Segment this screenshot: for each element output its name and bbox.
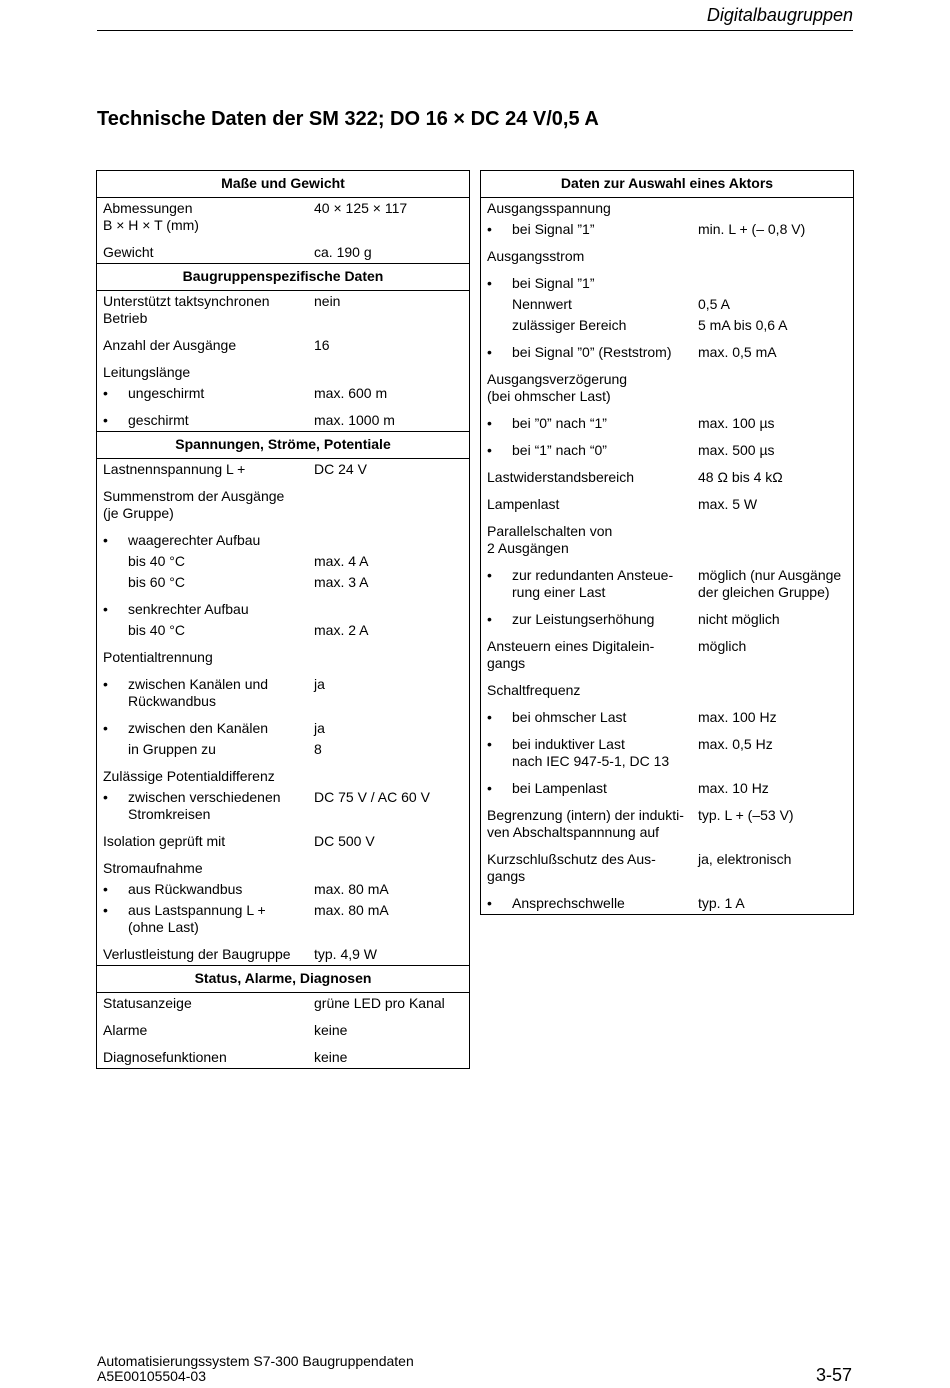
row-label: Lastwiderstandsbereich bbox=[487, 469, 635, 485]
row-value: max. 80 mA bbox=[314, 902, 389, 918]
table-row bbox=[97, 760, 470, 787]
table-row bbox=[97, 1041, 470, 1069]
table-row bbox=[481, 461, 854, 488]
table-row bbox=[481, 515, 854, 559]
row-label-cell bbox=[481, 799, 693, 843]
row-label-cell bbox=[481, 219, 693, 240]
section-header-text: Spannungen, Ströme, Potentiale bbox=[97, 432, 470, 459]
row-value: grüne LED pro Kanal bbox=[314, 995, 445, 1011]
table-section-header bbox=[97, 432, 470, 459]
row-label-cell bbox=[481, 515, 693, 559]
table-row bbox=[97, 524, 470, 551]
table-section-header bbox=[481, 171, 854, 198]
row-value bbox=[308, 852, 470, 879]
table-row bbox=[97, 459, 470, 481]
row-label: bei Signal ”1” bbox=[512, 275, 595, 291]
row-label: senkrechter Aufbau bbox=[128, 601, 249, 617]
row-value bbox=[692, 240, 854, 267]
table-row bbox=[481, 701, 854, 728]
section-header-text: Status, Alarme, Diagnosen bbox=[97, 966, 470, 993]
row-value: 0,5 A bbox=[698, 296, 730, 312]
row-label-cell bbox=[97, 760, 309, 787]
row-label-cell bbox=[481, 630, 693, 674]
row-label-cell bbox=[481, 294, 693, 315]
row-label-cell bbox=[97, 356, 309, 383]
row-value: DC 75 V / AC 60 V bbox=[314, 789, 430, 805]
row-label: bis 40 °C bbox=[128, 622, 185, 638]
row-label: Zulässige Potentialdifferenz bbox=[103, 768, 275, 784]
table-section-header bbox=[97, 264, 470, 291]
section-header-text: Maße und Gewicht bbox=[97, 171, 470, 198]
bullet-icon: • bbox=[487, 442, 492, 458]
table-row bbox=[481, 772, 854, 799]
bullet-icon: • bbox=[103, 385, 108, 401]
row-label-cell bbox=[97, 900, 309, 938]
row-label-cell bbox=[481, 674, 693, 701]
bullet-icon: • bbox=[487, 611, 492, 627]
row-label: Leitungslänge bbox=[103, 364, 191, 380]
table-row bbox=[481, 336, 854, 363]
table-row bbox=[97, 291, 470, 330]
row-value bbox=[692, 363, 854, 407]
section-header-text: Baugruppenspezifische Daten bbox=[97, 264, 470, 291]
bullet-icon: • bbox=[487, 344, 492, 360]
bullet-icon: • bbox=[487, 567, 492, 583]
row-label: zur Leistungserhöhung bbox=[512, 611, 655, 627]
row-label-cell bbox=[97, 825, 309, 852]
bullet-icon: • bbox=[103, 601, 108, 617]
row-label-cell bbox=[97, 459, 309, 481]
row-value: DC 24 V bbox=[314, 461, 367, 477]
row-label: Ausgangsverzögerung (bei ohmscher Last) bbox=[487, 371, 628, 404]
table-row bbox=[97, 668, 470, 712]
row-label-cell bbox=[97, 739, 309, 760]
table-row bbox=[481, 407, 854, 434]
row-label: Ansteuern eines Digitalein- gangs bbox=[487, 638, 655, 671]
table-row bbox=[481, 559, 854, 603]
page-number: 3-57 bbox=[815, 1365, 852, 1385]
row-label-cell bbox=[97, 551, 309, 572]
table-row bbox=[481, 674, 854, 701]
table-row bbox=[97, 236, 470, 264]
table-row bbox=[97, 620, 470, 641]
row-label: Lampenlast bbox=[487, 496, 560, 512]
table-row bbox=[481, 315, 854, 336]
row-label: Lastnennspannung L + bbox=[103, 461, 246, 477]
bullet-icon: • bbox=[103, 881, 108, 897]
row-value: max. 10 Hz bbox=[698, 780, 769, 796]
table-row bbox=[481, 294, 854, 315]
table-row bbox=[481, 603, 854, 630]
row-value bbox=[308, 593, 470, 620]
row-label: in Gruppen zu bbox=[128, 741, 216, 757]
table-row bbox=[97, 787, 470, 825]
row-value: max. 600 m bbox=[314, 385, 388, 401]
table-row bbox=[481, 488, 854, 515]
row-label-cell bbox=[481, 488, 693, 515]
row-label: Verlustleistung der Baugruppe bbox=[103, 946, 291, 962]
table-row bbox=[481, 198, 854, 220]
row-label-cell bbox=[481, 887, 693, 915]
row-label: aus Lastspannung L + (ohne Last) bbox=[128, 902, 266, 935]
row-label: bis 40 °C bbox=[128, 553, 185, 569]
row-label-cell bbox=[481, 728, 693, 772]
row-value: typ. 1 A bbox=[698, 895, 745, 911]
row-value: max. 0,5 Hz bbox=[698, 736, 773, 752]
row-label: waagerechter Aufbau bbox=[128, 532, 261, 548]
table-row bbox=[97, 383, 470, 404]
bullet-icon: • bbox=[103, 789, 108, 805]
bullet-icon: • bbox=[487, 709, 492, 725]
bullet-icon: • bbox=[487, 275, 492, 291]
table-row bbox=[97, 938, 470, 966]
row-label-cell bbox=[97, 593, 309, 620]
table-row bbox=[481, 363, 854, 407]
row-value: typ. L + (–53 V) bbox=[698, 807, 794, 823]
row-value: max. 3 A bbox=[314, 574, 369, 590]
row-label-cell bbox=[97, 1041, 309, 1069]
row-label-cell bbox=[97, 524, 309, 551]
row-label: Potentialtrennung bbox=[103, 649, 213, 665]
row-label: Isolation geprüft mit bbox=[103, 833, 226, 849]
row-label: Parallelschalten von 2 Ausgängen bbox=[487, 523, 613, 556]
row-label: bis 60 °C bbox=[128, 574, 185, 590]
row-value: max. 2 A bbox=[314, 622, 369, 638]
table-row bbox=[481, 219, 854, 240]
table-row bbox=[481, 434, 854, 461]
row-label-cell bbox=[97, 572, 309, 593]
table-row bbox=[97, 1014, 470, 1041]
bullet-icon: • bbox=[487, 415, 492, 431]
bullet-icon: • bbox=[487, 221, 492, 237]
row-label-cell bbox=[481, 315, 693, 336]
row-label: Ausgangsstrom bbox=[487, 248, 585, 264]
row-value: typ. 4,9 W bbox=[314, 946, 378, 962]
row-label-cell bbox=[97, 787, 309, 825]
table-row bbox=[97, 356, 470, 383]
row-value: 16 bbox=[314, 337, 330, 353]
table-row bbox=[97, 572, 470, 593]
bullet-icon: • bbox=[487, 736, 492, 752]
row-label: bei ”0” nach “1” bbox=[512, 415, 607, 431]
table-row bbox=[481, 887, 854, 915]
row-label: aus Rückwandbus bbox=[128, 881, 243, 897]
row-label-cell bbox=[481, 267, 693, 294]
row-label: geschirmt bbox=[128, 412, 189, 428]
row-label-cell bbox=[481, 559, 693, 603]
row-value: max. 100 µs bbox=[698, 415, 775, 431]
row-value: 8 bbox=[314, 741, 322, 757]
bullet-icon: • bbox=[103, 720, 108, 736]
row-label: bei “1” nach “0” bbox=[512, 442, 607, 458]
table-row bbox=[97, 551, 470, 572]
row-value: ja bbox=[314, 676, 325, 692]
spec-table-right bbox=[480, 170, 854, 915]
row-value bbox=[308, 524, 470, 551]
row-label-cell bbox=[481, 198, 693, 220]
row-value: max. 1000 m bbox=[314, 412, 395, 428]
row-label: zur redundanten Ansteue- rung einer Last bbox=[512, 567, 674, 600]
row-value: 48 Ω bis 4 kΩ bbox=[698, 469, 783, 485]
row-value: möglich (nur Ausgänge der gleichen Gruppe) bbox=[698, 567, 842, 600]
row-value: 40 × 125 × 117 bbox=[314, 200, 408, 216]
row-value: max. 500 µs bbox=[698, 442, 775, 458]
table-section-header bbox=[97, 966, 470, 993]
row-value: nein bbox=[314, 293, 341, 309]
table-row bbox=[97, 739, 470, 760]
row-label-cell bbox=[481, 603, 693, 630]
row-value: möglich bbox=[698, 638, 747, 654]
row-label-cell bbox=[97, 641, 309, 668]
row-label: Ausgangsspannung bbox=[487, 200, 611, 216]
row-value: keine bbox=[314, 1049, 348, 1065]
row-label-cell bbox=[97, 1014, 309, 1041]
row-value bbox=[308, 641, 470, 668]
table-row bbox=[97, 993, 470, 1015]
table-row bbox=[97, 480, 470, 524]
row-label: Statusanzeige bbox=[103, 995, 192, 1011]
row-label-cell bbox=[97, 938, 309, 966]
row-label: ungeschirmt bbox=[128, 385, 205, 401]
row-label-cell bbox=[97, 236, 309, 264]
row-label: zulässiger Bereich bbox=[512, 317, 627, 333]
row-label-cell bbox=[97, 712, 309, 739]
row-label-cell bbox=[97, 198, 309, 237]
row-label: Ansprechschwelle bbox=[512, 895, 625, 911]
row-label-cell bbox=[97, 879, 309, 900]
row-label-cell bbox=[97, 668, 309, 712]
row-value: nicht möglich bbox=[698, 611, 780, 627]
table-row bbox=[481, 630, 854, 674]
row-label-cell bbox=[97, 993, 309, 1015]
bullet-icon: • bbox=[103, 676, 108, 692]
table-row bbox=[97, 198, 470, 237]
table-row bbox=[97, 593, 470, 620]
row-label-cell bbox=[481, 240, 693, 267]
row-label: Anzahl der Ausgänge bbox=[103, 337, 237, 353]
table-row bbox=[481, 240, 854, 267]
row-label-cell bbox=[97, 404, 309, 432]
row-value bbox=[308, 356, 470, 383]
row-label-cell bbox=[481, 843, 693, 887]
row-label: bei Signal ”1” bbox=[512, 221, 595, 237]
footer-document-number: A5E00105504-03 bbox=[97, 1368, 206, 1384]
row-value: min. L + (– 0,8 V) bbox=[698, 221, 806, 237]
table-row bbox=[97, 879, 470, 900]
row-label: bei Lampenlast bbox=[512, 780, 607, 796]
row-value: ca. 190 g bbox=[314, 244, 372, 260]
row-label-cell bbox=[481, 407, 693, 434]
bullet-icon: • bbox=[103, 902, 108, 918]
table-row bbox=[481, 843, 854, 887]
row-value: DC 500 V bbox=[314, 833, 375, 849]
row-label-cell bbox=[97, 852, 309, 879]
row-label-cell bbox=[97, 383, 309, 404]
row-label-cell bbox=[97, 620, 309, 641]
table-row bbox=[97, 404, 470, 432]
row-label-cell bbox=[481, 434, 693, 461]
row-value bbox=[692, 515, 854, 559]
row-label: Nennwert bbox=[512, 296, 572, 312]
row-value: max. 5 W bbox=[698, 496, 758, 512]
row-label: zwischen Kanälen und Rückwandbus bbox=[128, 676, 269, 709]
table-row bbox=[481, 728, 854, 772]
row-label: Summenstrom der Ausgänge (je Gruppe) bbox=[103, 488, 285, 521]
table-row bbox=[97, 900, 470, 938]
row-label: zwischen verschiedenen Stromkreisen bbox=[128, 789, 281, 822]
table-row bbox=[97, 641, 470, 668]
row-label: Diagnosefunktionen bbox=[103, 1049, 227, 1065]
row-value: max. 80 mA bbox=[314, 881, 389, 897]
row-label-cell bbox=[481, 461, 693, 488]
row-label: bei Signal ”0” (Reststrom) bbox=[512, 344, 672, 360]
table-row bbox=[97, 329, 470, 356]
row-label: zwischen den Kanälen bbox=[128, 720, 269, 736]
bullet-icon: • bbox=[487, 895, 492, 911]
table-section-header bbox=[97, 171, 470, 198]
table-row bbox=[97, 825, 470, 852]
row-value bbox=[308, 480, 470, 524]
row-label-cell bbox=[97, 329, 309, 356]
row-label: bei induktiver Last nach IEC 947-5-1, DC 13 bbox=[512, 736, 670, 769]
table-row bbox=[481, 799, 854, 843]
row-value: ja bbox=[314, 720, 325, 736]
row-label-cell bbox=[97, 480, 309, 524]
row-value: max. 0,5 mA bbox=[698, 344, 777, 360]
page-title: Technische Daten der SM 322; DO 16 × DC 24 V/0,5 A bbox=[97, 108, 599, 130]
table-row bbox=[97, 852, 470, 879]
row-label: Alarme bbox=[103, 1022, 148, 1038]
bullet-icon: • bbox=[487, 780, 492, 796]
row-label: Schaltfrequenz bbox=[487, 682, 581, 698]
row-label: Unterstützt taktsynchronen Betrieb bbox=[103, 293, 270, 326]
section-header-text: Daten zur Auswahl eines Aktors bbox=[481, 171, 854, 198]
row-value: keine bbox=[314, 1022, 348, 1038]
footer-document-title: Automatisierungssystem S7-300 Baugruppendaten bbox=[97, 1353, 414, 1369]
page-footer bbox=[97, 1354, 414, 1384]
row-label-cell bbox=[481, 363, 693, 407]
bullet-icon: • bbox=[103, 532, 108, 548]
row-value: 5 mA bis 0,6 A bbox=[698, 317, 788, 333]
row-label: bei ohmscher Last bbox=[512, 709, 627, 725]
row-value bbox=[692, 674, 854, 701]
bullet-icon: • bbox=[103, 412, 108, 428]
row-label-cell bbox=[481, 701, 693, 728]
row-label: Abmessungen B × H × T (mm) bbox=[103, 200, 199, 233]
row-label-cell bbox=[481, 336, 693, 363]
row-label: Kurzschlußschutz des Aus- gangs bbox=[487, 851, 656, 884]
table-row bbox=[97, 712, 470, 739]
row-value: max. 4 A bbox=[314, 553, 369, 569]
row-label: Begrenzung (intern) der indukti- ven Abschaltspannnung auf bbox=[487, 807, 684, 840]
row-value bbox=[692, 198, 854, 220]
row-label: Gewicht bbox=[103, 244, 154, 260]
row-value: max. 100 Hz bbox=[698, 709, 777, 725]
row-value: ja, elektronisch bbox=[698, 851, 792, 867]
row-value bbox=[308, 760, 470, 787]
row-value bbox=[692, 267, 854, 294]
row-label-cell bbox=[481, 772, 693, 799]
row-label: Stromaufnahme bbox=[103, 860, 203, 876]
row-label-cell bbox=[97, 291, 309, 330]
spec-table-left bbox=[96, 170, 470, 1069]
running-header: Digitalbaugruppen bbox=[97, 2, 853, 31]
table-row bbox=[481, 267, 854, 294]
